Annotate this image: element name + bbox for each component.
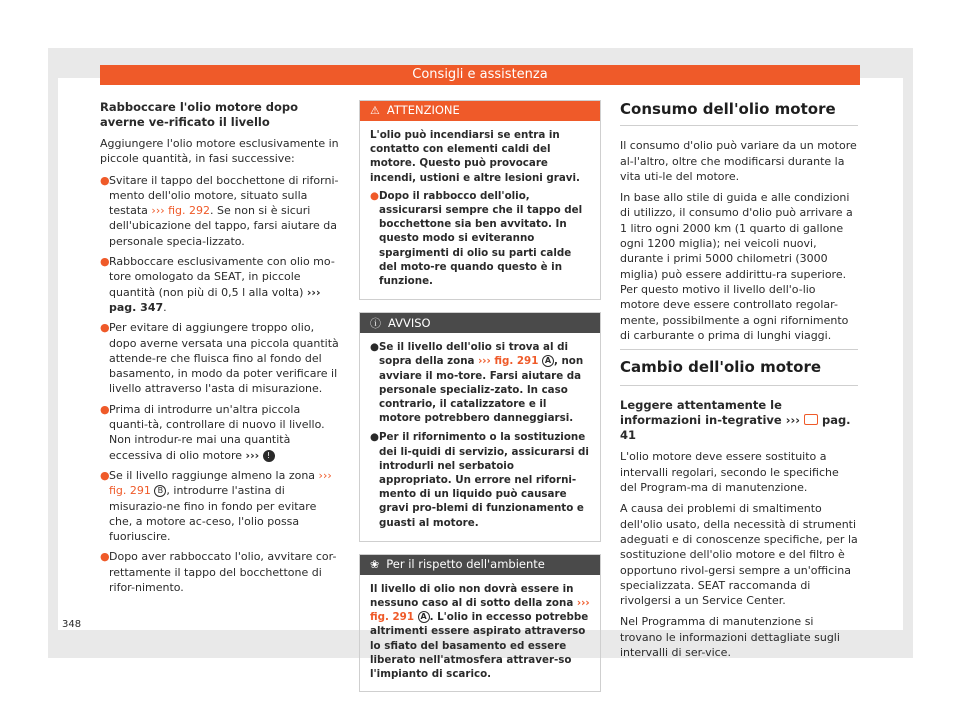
bullet-icon: ● [100,173,110,187]
bullet-icon: ● [100,550,110,564]
warning-icon: ! [263,450,275,462]
figure-link[interactable]: ››› fig. 291 [478,355,539,368]
page-header: Consigli e assistenza [100,65,860,85]
paragraph: In base allo stile di guida e alle condizioni di utilizzo, il consumo d'olio può arrivare a 1 litro ogni 2000 km (1 quarto di gallone ogni 1200 miglia); nei veicoli nuovi, durante i primi 5000 chilometri (3000 miglia) può essere addirittu-ra superiore. Per questo motivo il livello dell'o-lio motore deve essere controllato regolar-mente, possibilmente a ogni rifornimento di carburante o prima di lunghi viaggi. [620,191,853,342]
callout-a-icon: A [418,611,430,623]
list-item: ● Per evitare di aggiungere troppo olio, dopo averne versata una piccola quantità attende-re che fluisca fino al fondo del basamento, in modo da poter verificare il livello attraverso l'asta di misurazione. [100,321,339,396]
column-middle [359,100,601,704]
environment-title: Per il rispetto dell'ambiente [386,557,545,572]
bullet-icon: ● [100,255,110,269]
list-item: ● Prima di introdurre un'altra piccola quanti-tà, controllare di nuovo il livello. Non introdur-re mai una quantità eccessiva di olio motore ››› ! [100,402,325,462]
figure-link[interactable]: ››› fig. 292 [151,204,211,218]
info-circle-icon: ⓘ [370,316,381,330]
bullet-icon: ● [100,321,110,335]
notice-title: AVVISO [388,315,431,330]
page-link[interactable]: ››› [785,413,800,428]
section-title-oil-change: Cambio dell'olio motore [620,349,858,386]
warning-ref-link[interactable]: ››› [245,448,260,462]
environment-header [360,555,600,575]
page-number: 348 [62,619,82,630]
book-icon [804,414,818,425]
bullet-icon: ● [100,402,110,416]
list-item: ● Svitare il tappo del bocchettone di riforni-mento dell'olio motore, situato sulla testata ››› fig. 292. Se non si è sicuri dell'ubicazione del tappo, farsi aiutare da personale specia-lizzato. [100,173,339,248]
callout-a-icon: A [542,355,554,367]
list-item: ● Rabboccare esclusivamente con olio mo-tore omologato da SEAT, in piccole quantità (non più di 0,5 l alla volta) ››› pag. 347. [100,255,335,314]
list-item: ● Dopo aver rabboccato l'olio, avvitare cor-rettamente il tappo del bocchettone di rifor-nimento. [100,550,337,595]
list-item: ● Per il rifornimento o la sostituzione dei li-quidi di servizio, assicurarsi di introdurli nel serbatoio appropriato. Un errore nel riforni-mento di un liquido può causare gravi pro-blemi di funzionamento e guasti al motore. [370,431,589,529]
notice-header [360,313,600,333]
warning-triangle-icon: ⚠ [370,104,380,118]
intro-text: Aggiungere l'olio motore esclusivamente in piccole quantità, in fasi successive: [100,137,339,166]
column-right [620,100,858,666]
paragraph: Nel Programma di manutenzione si trovano le informazioni dettagliate sugli intervalli di ser-vice. [620,615,840,660]
paragraph: A causa dei problemi di smaltimento dell'olio usato, della necessità di strumenti adeguati e di conoscenze specifiche, per la sostituzione dell'olio motore e del filtro è opportuno rivol-gersi sempre a un'officina specializzata. SEAT raccomanda di rivolgersi a un Service Center. [620,502,858,608]
environment-box [359,554,601,692]
list-item: ● Dopo il rabbocco dell'olio, assicurarsi sempre che il tappo del bocchettone sia ben avvitato. In questo modo si eviteranno spargimenti di olio su parti calde del moto-re quando questo è in funzione. [370,189,583,288]
bullet-icon: ● [370,189,379,202]
bullet-icon: ● [370,431,379,444]
list-item: ● Se il livello raggiunge almeno la zona ››› fig. 291 B , introdurre l'astina di misurazio-ne fino in fondo per evitare che, a motore ac-ceso, l'olio possa fuoriuscire. [100,468,332,544]
warning-title: ATTENZIONE [386,103,460,118]
callout-b-icon: B [154,485,166,497]
paragraph: L'olio motore deve essere sostituito a intervalli regolari, secondo le specifiche del Program-ma di manutenzione. [620,450,839,495]
warning-header [360,101,600,121]
section-title-consumption: Consumo dell'olio motore [620,100,858,126]
list-item: ● Se il livello dell'olio si trova al di sopra della zona ››› fig. 291 A , non avviare il mo-tore. Farsi aiutare da personale specializ-zato. In caso contrario, il catalizzatore e il motore potrebbero danneggiarsi. [370,341,584,425]
bullet-icon: ● [100,468,110,482]
warning-box [359,100,601,300]
warning-text: L'olio può incendiarsi se entra in contatto con elementi caldi del motore. Questo può provocare incendi, ustioni e altre lesioni gravi. [370,129,580,184]
section-heading: Rabboccare l'olio motore dopo averne ve-rificato il livello [100,100,299,129]
paragraph: Il consumo d'olio può variare da un motore al-l'altro, oltre che modificarsi durante la vita uti-le del motore. [620,139,857,183]
environment-text: Il livello di olio non dovrà essere in nessuno caso al di sotto della zona ››› fig. 291 A . L'olio in eccesso potrebbe altrimenti essere aspirato attraverso lo sfiato del basamento ed essere liberato nell'atmosfera attraver-so l'impianto di scarico. [370,582,590,681]
figure-link[interactable]: ››› fig. 291 [109,468,332,498]
leaf-icon: ❀ [370,558,380,572]
bullet-icon: ● [370,341,379,354]
column-left [100,100,340,600]
notice-box [359,312,601,542]
subheading: Leggere attentamente le informazioni in-tegrative ››› pag. 41 [620,398,851,443]
page-link[interactable]: ››› pag. 347 [109,285,321,314]
figure-link[interactable]: ››› fig. 291 [370,597,590,624]
